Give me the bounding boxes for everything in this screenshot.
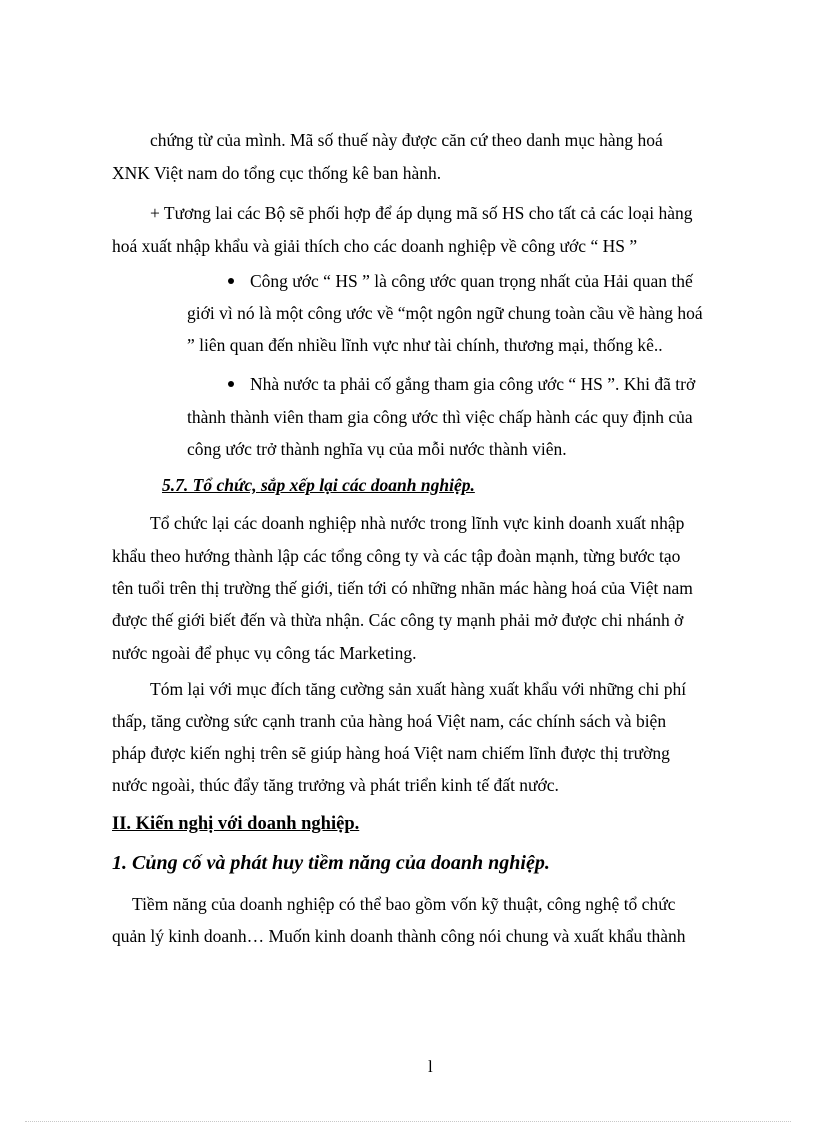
paragraph-line: quản lý kinh doanh… Muốn kinh doanh thành công nói chung và xuất khẩu thành xyxy=(112,926,686,946)
paragraph-line: Tóm lại với mục đích tăng cường sản xuất hàng xuất khẩu với những chi phí xyxy=(150,679,687,699)
paragraph-line: nước ngoài để phục vụ công tác Marketing. xyxy=(112,643,417,663)
bullet-line: ” liên quan đến nhiều lĩnh vực như tài chính, thương mại, thống kê.. xyxy=(187,335,663,355)
subsection-heading-1: 1. Củng cố và phát huy tiềm năng của doanh nghiệp. xyxy=(112,852,550,874)
bullet-line: Công ước “ HS ” là công ước quan trọng nhất của Hải quan thế xyxy=(250,271,693,291)
paragraph-line: nước ngoài, thúc đẩy tăng trưởng và phát triển kinh tế đất nước. xyxy=(112,775,559,795)
paragraph-line: được thế giới biết đến và thừa nhận. Các công ty mạnh phải mở được chi nhánh ở xyxy=(112,610,684,630)
paragraph-line: hoá xuất nhập khẩu và giải thích cho các doanh nghiệp về công ước “ HS ” xyxy=(112,236,638,256)
text-run: chứng từ của mình. Mã số thuế này được căn cứ theo danh mục hàng hoá xyxy=(150,130,663,150)
section-heading-5-7: 5.7. Tổ chức, sắp xếp lại các doanh nghiệp. xyxy=(162,475,475,495)
paragraph-line: tên tuổi trên thị trường thế giới, tiến tới có những nhãn mác hàng hoá của Việt nam xyxy=(112,578,693,598)
paragraph-line: khẩu theo hướng thành lập các tổng công ty và các tập đoàn mạnh, từng bước tạo xyxy=(112,546,681,566)
bullet-icon xyxy=(228,381,234,387)
bullet-line: Nhà nước ta phải cố gắng tham gia công ước “ HS ”. Khi đã trở xyxy=(250,374,696,394)
bullet-icon xyxy=(228,278,234,284)
paragraph-line: Tiềm năng của doanh nghiệp có thể bao gồm vốn kỹ thuật, công nghệ tổ chức xyxy=(132,894,676,914)
paragraph-line xyxy=(150,129,741,151)
footer-divider xyxy=(25,1121,791,1122)
bullet-line: công ước trở thành nghĩa vụ của mỗi nước thành viên. xyxy=(187,439,567,459)
paragraph-line: Tổ chức lại các doanh nghiệp nhà nước trong lĩnh vực kinh doanh xuất nhập xyxy=(150,513,685,533)
page-number: l xyxy=(428,1057,433,1076)
bullet-line: thành thành viên tham gia công ước thì việc chấp hành các quy định của xyxy=(187,407,693,427)
bullet-line: giới vì nó là một công ước về “một ngôn ngữ chung toàn cầu về hàng hoá xyxy=(187,303,703,323)
paragraph-line: XNK Việt nam do tổng cục thống kê ban hành. xyxy=(112,163,442,183)
paragraph-line: thấp, tăng cường sức cạnh tranh của hàng hoá Việt nam, các chính sách và biện xyxy=(112,711,667,731)
section-heading-ii: II. Kiến nghị với doanh nghiệp. xyxy=(112,814,360,834)
paragraph-line: pháp được kiến nghị trên sẽ giúp hàng hoá Việt nam chiếm lĩnh được thị trường xyxy=(112,743,670,763)
paragraph-line: + Tương lai các Bộ sẽ phối hợp để áp dụng mã số HS cho tất cả các loại hàng xyxy=(150,203,693,223)
